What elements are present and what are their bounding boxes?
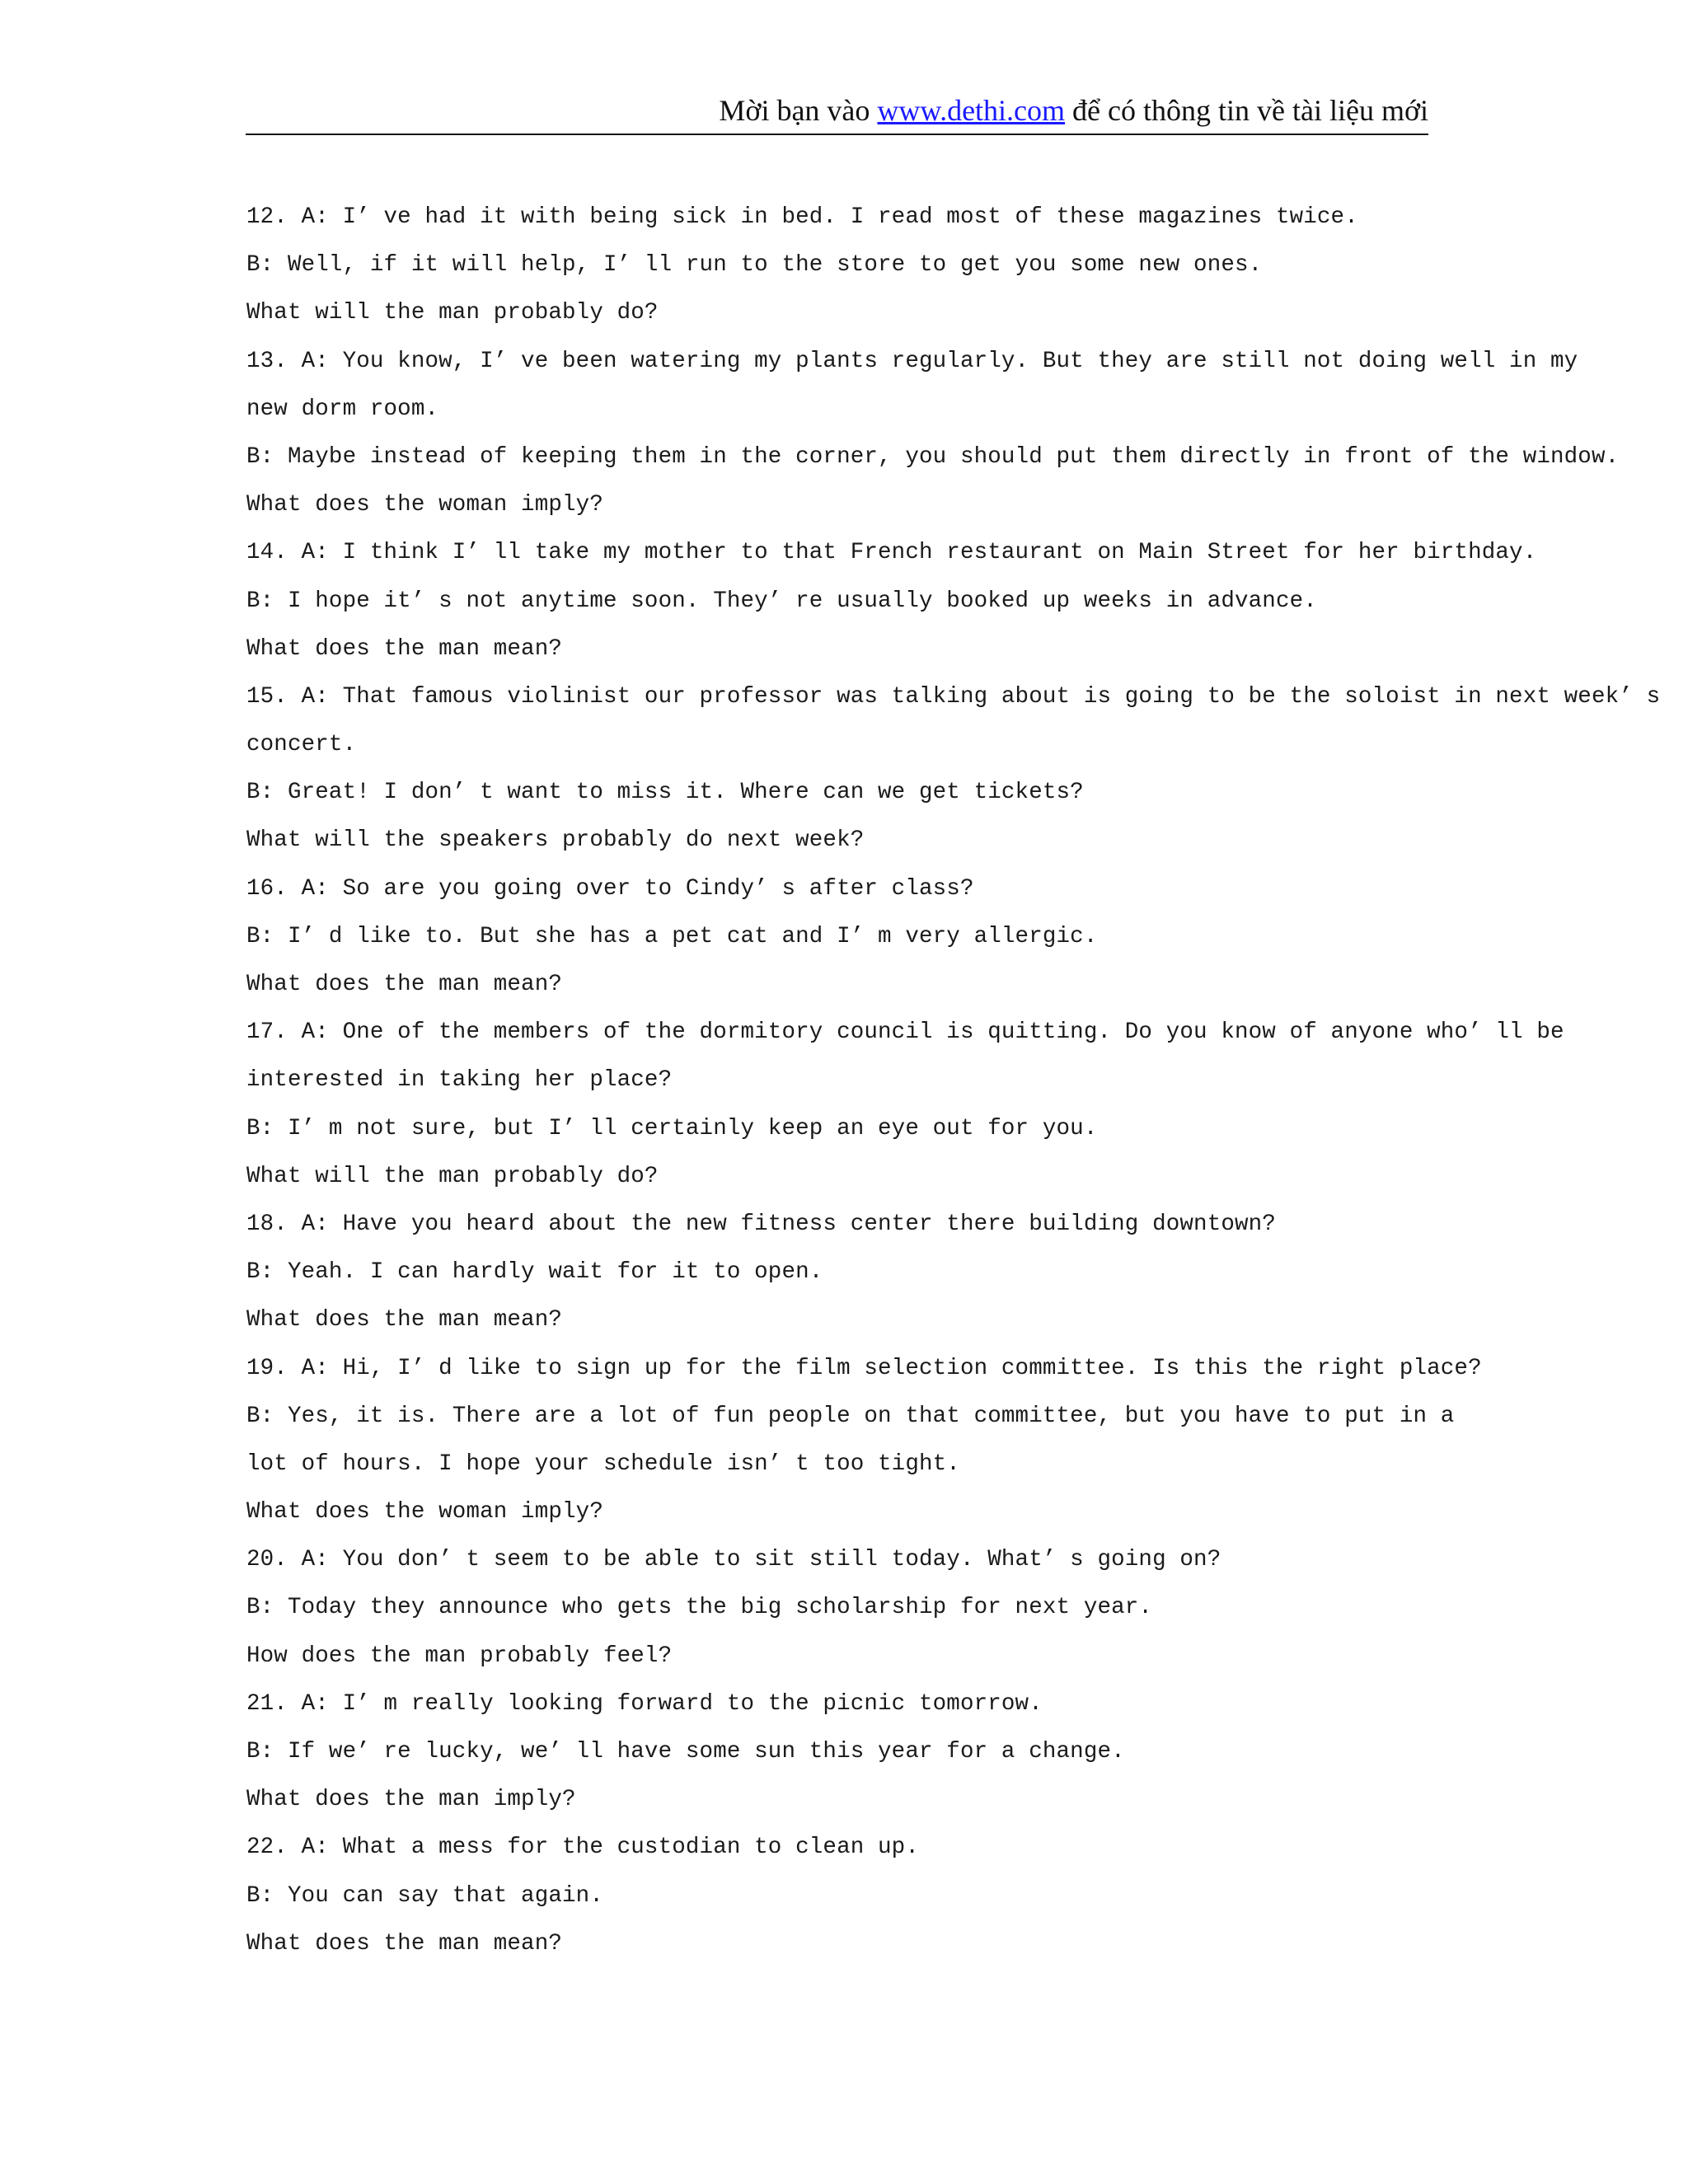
text-line: 19. A: Hi, I’ d like to sign up for the film selection committee. Is this the right place?	[246, 1355, 1482, 1381]
text-line: How does the man probably feel?	[246, 1643, 673, 1669]
text-line: interested in taking her place?	[246, 1067, 673, 1094]
header-link[interactable]: www.dethi.com	[877, 94, 1066, 127]
text-line: What does the man mean?	[246, 1930, 563, 1957]
text-line: What does the man mean?	[246, 972, 563, 997]
page-header	[246, 92, 1428, 135]
text-line: What does the man imply?	[246, 1787, 576, 1813]
header-prefix: Mời bạn vào	[719, 94, 878, 127]
text-line: B: I’ m not sure, but I’ ll certainly keep an eye out for you.	[246, 1115, 1098, 1141]
header-suffix: để có thông tin về tài liệu mới	[1065, 94, 1428, 127]
text-line: What does the woman imply?	[246, 492, 603, 518]
text-line: concert.	[246, 732, 357, 758]
text-line: 22. A: What a mess for the custodian to clean up.	[246, 1835, 919, 1861]
text-line: B: Yeah. I can hardly wait for it to open.	[246, 1259, 823, 1286]
text-line: 21. A: I’ m really looking forward to the picnic tomorrow.	[246, 1690, 1043, 1717]
text-line: new dorm room.	[246, 396, 439, 422]
text-line: B: I’ d like to. But she has a pet cat and I’ m very allergic.	[246, 923, 1098, 949]
text-line: B: Maybe instead of keeping them in the corner, you should put them directly in front of the window.	[246, 443, 1620, 470]
text-line: B: Well, if it will help, I’ ll run to the store to get you some new ones.	[246, 252, 1263, 279]
text-line: 12. A: I’ ve had it with being sick in bed. I read most of these magazines twice.	[246, 204, 1358, 230]
text-line: 15. A: That famous violinist our professor was talking about is going to be the soloist in next week’ s	[246, 683, 1661, 710]
text-line: B: Yes, it is. There are a lot of fun people on that committee, but you have to put in a	[246, 1403, 1455, 1429]
text-line: What does the woman imply?	[246, 1499, 603, 1526]
text-line: B: I hope it’ s not anytime soon. They’ re usually booked up weeks in advance.	[246, 588, 1317, 614]
text-line: B: Great! I don’ t want to miss it. Where can we get tickets?	[246, 780, 1084, 806]
text-line: 20. A: You don’ t seem to be able to sit still today. What’ s going on?	[246, 1547, 1221, 1573]
text-line: lot of hours. I hope your schedule isn’ t too tight.	[246, 1451, 960, 1477]
text-line: What does the man mean?	[246, 635, 563, 662]
text-line: 13. A: You know, I’ ve been watering my plants regularly. But they are still not doing well in my	[246, 348, 1578, 374]
text-line: 16. A: So are you going over to Cindy’ s after class?	[246, 875, 974, 902]
text-line: 18. A: Have you heard about the new fitness center there building downtown?	[246, 1211, 1276, 1237]
text-line: B: If we’ re lucky, we’ ll have some sun this year for a change.	[246, 1739, 1125, 1765]
text-line: 17. A: One of the members of the dormitory council is quitting. Do you know of anyone who’ ll be	[246, 1019, 1564, 1046]
text-line: 14. A: I think I’ ll take my mother to that French restaurant on Main Street for her birthday.	[246, 540, 1537, 566]
text-line: What does the man mean?	[246, 1307, 563, 1333]
text-line: B: Today they announce who gets the big scholarship for next year.	[246, 1595, 1153, 1621]
text-line: What will the speakers probably do next week?	[246, 827, 865, 854]
text-line: What will the man probably do?	[246, 1163, 659, 1189]
text-line: B: You can say that again.	[246, 1882, 603, 1909]
text-line: What will the man probably do?	[246, 300, 659, 326]
document-body	[246, 194, 1661, 1968]
